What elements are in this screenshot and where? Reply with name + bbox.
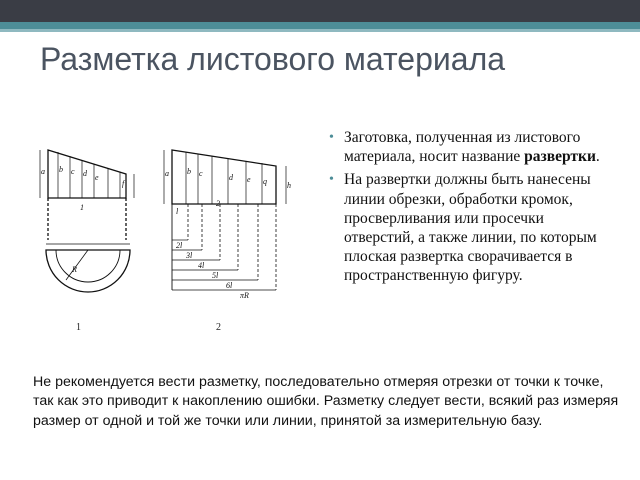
part-label: 1 — [80, 203, 84, 212]
figure-label: 1 — [76, 322, 81, 333]
slide-title: Разметка листового материала — [40, 41, 506, 77]
dim-label: 2l — [176, 241, 183, 250]
right-drawing — [164, 150, 286, 290]
bullet-emphasis: развертки — [524, 148, 596, 166]
sheet-development-drawing — [36, 140, 308, 340]
dim-label: a — [165, 169, 169, 178]
top-accent-band — [0, 22, 640, 29]
dim-label: e — [95, 173, 99, 182]
bullet-list — [326, 128, 606, 290]
bullet-text: Заготовка, полученная из листового материала, носит название — [344, 129, 581, 166]
dim-label: d — [83, 169, 87, 178]
dim-label: b — [187, 167, 191, 176]
semicircle — [46, 250, 130, 292]
dim-label: a — [41, 167, 45, 176]
figure-label: 2 — [216, 322, 221, 333]
dim-label: l — [176, 207, 179, 216]
bullet-item — [326, 128, 606, 166]
left-trapezoid — [48, 150, 126, 198]
inner-arc — [56, 250, 120, 282]
left-drawing — [40, 150, 134, 292]
dim-label: 4l — [198, 261, 205, 270]
top-accent-band-light — [0, 29, 640, 32]
dim-label: 5l — [212, 271, 219, 280]
bullet-item — [326, 170, 606, 285]
dim-label: d — [229, 173, 233, 182]
radius-line — [66, 250, 88, 280]
part-label: 2 — [216, 199, 220, 208]
dim-label: b — [59, 165, 63, 174]
bullet-text: На развертки должны быть нанесены линии обрезки, обработки кромок, просверливания или просечки отверстий, а также линии, по которым плоская развертка сворачивается в пространственную фигуру. — [344, 171, 597, 285]
dim-label: c — [71, 167, 75, 176]
dim-label: e — [247, 175, 251, 184]
top-dark-band — [0, 0, 640, 22]
note-text: Не рекомендуется вести разметку, последовательно отмеряя отрезки от точки к точке, так как это приводит к накоплению ошибки. Разметку следует вести, всякий раз измеряя размер от одной и той же точки или линии, принятой за измерительную базу. — [33, 374, 619, 429]
dim-label: q — [263, 177, 267, 186]
dim-label: h — [287, 181, 291, 190]
right-development — [172, 150, 276, 204]
dim-label: 6l — [226, 281, 233, 290]
dim-label: f — [122, 179, 125, 188]
dim-label: πR — [240, 291, 249, 300]
bullet-text-end: . — [595, 148, 600, 166]
dim-label: 3l — [186, 251, 193, 260]
radius-label: R — [72, 265, 77, 274]
dim-label: c — [199, 169, 203, 178]
